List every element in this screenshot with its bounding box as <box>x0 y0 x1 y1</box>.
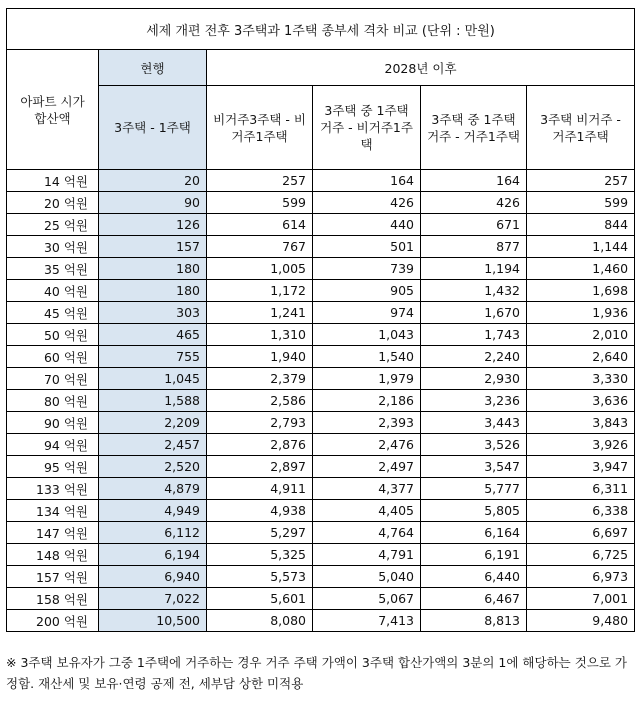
row-label: 157 억원 <box>7 566 99 588</box>
table-cell: 2,240 <box>421 346 527 368</box>
row-label: 50 억원 <box>7 324 99 346</box>
table-cell: 2,793 <box>207 412 313 434</box>
table-cell: 6,112 <box>99 522 207 544</box>
table-row <box>7 390 635 412</box>
table-cell: 2,379 <box>207 368 313 390</box>
table-cell: 465 <box>99 324 207 346</box>
table-cell: 1,045 <box>99 368 207 390</box>
table-cell: 6,440 <box>421 566 527 588</box>
table-row <box>7 368 635 390</box>
table-row <box>7 302 635 324</box>
table-cell: 126 <box>99 214 207 236</box>
table-row <box>7 412 635 434</box>
row-label: 25 억원 <box>7 214 99 236</box>
table-cell: 4,938 <box>207 500 313 522</box>
table-cell: 4,764 <box>313 522 421 544</box>
table-cell: 5,325 <box>207 544 313 566</box>
table-cell: 3,443 <box>421 412 527 434</box>
row-label: 200 억원 <box>7 610 99 632</box>
future-group-header: 2028년 이후 <box>207 50 635 86</box>
table-cell: 3,926 <box>527 434 635 456</box>
table-cell: 5,573 <box>207 566 313 588</box>
row-label: 20 억원 <box>7 192 99 214</box>
row-label: 14 억원 <box>7 170 99 192</box>
table-cell: 10,500 <box>99 610 207 632</box>
table-cell: 4,791 <box>313 544 421 566</box>
row-label: 95 억원 <box>7 456 99 478</box>
table-cell: 8,080 <box>207 610 313 632</box>
row-label: 35 억원 <box>7 258 99 280</box>
table-cell: 4,377 <box>313 478 421 500</box>
table-cell: 1,698 <box>527 280 635 302</box>
row-label: 158 억원 <box>7 588 99 610</box>
table-cell: 440 <box>313 214 421 236</box>
table-cell: 4,949 <box>99 500 207 522</box>
table-cell: 9,480 <box>527 610 635 632</box>
table-cell: 1,432 <box>421 280 527 302</box>
table-cell: 6,467 <box>421 588 527 610</box>
table-cell: 1,460 <box>527 258 635 280</box>
table-cell: 599 <box>207 192 313 214</box>
table-cell: 5,601 <box>207 588 313 610</box>
table-cell: 6,194 <box>99 544 207 566</box>
table-cell: 180 <box>99 280 207 302</box>
table-cell: 905 <box>313 280 421 302</box>
table-cell: 3,547 <box>421 456 527 478</box>
row-label: 94 억원 <box>7 434 99 456</box>
table-cell: 164 <box>421 170 527 192</box>
table-cell: 2,586 <box>207 390 313 412</box>
table-cell: 5,297 <box>207 522 313 544</box>
table-row <box>7 500 635 522</box>
table-cell: 1,194 <box>421 258 527 280</box>
table-cell: 1,940 <box>207 346 313 368</box>
table-cell: 2,897 <box>207 456 313 478</box>
column-header: 3주택 - 1주택 <box>99 86 207 170</box>
row-label: 134 억원 <box>7 500 99 522</box>
table-cell: 164 <box>313 170 421 192</box>
table-cell: 8,813 <box>421 610 527 632</box>
column-header: 3주택 중 1주택 거주 - 비거주1주택 <box>313 86 421 170</box>
table-row <box>7 566 635 588</box>
table-cell: 877 <box>421 236 527 258</box>
table-row <box>7 588 635 610</box>
table-cell: 426 <box>313 192 421 214</box>
table-cell: 1,743 <box>421 324 527 346</box>
table-cell: 6,338 <box>527 500 635 522</box>
table-cell: 4,911 <box>207 478 313 500</box>
table-row <box>7 456 635 478</box>
table-cell: 2,010 <box>527 324 635 346</box>
table-cell: 3,843 <box>527 412 635 434</box>
table-cell: 1,670 <box>421 302 527 324</box>
table-cell: 7,022 <box>99 588 207 610</box>
table-row <box>7 544 635 566</box>
table-cell: 157 <box>99 236 207 258</box>
row-label: 90 억원 <box>7 412 99 434</box>
table-cell: 3,947 <box>527 456 635 478</box>
column-header: 3주택 비거주 - 거주1주택 <box>527 86 635 170</box>
table-cell: 1,043 <box>313 324 421 346</box>
table-cell: 1,540 <box>313 346 421 368</box>
table-cell: 6,191 <box>421 544 527 566</box>
table-cell: 2,930 <box>421 368 527 390</box>
table-row <box>7 280 635 302</box>
table-cell: 1,979 <box>313 368 421 390</box>
row-label: 80 억원 <box>7 390 99 412</box>
table-cell: 1,241 <box>207 302 313 324</box>
column-header: 3주택 중 1주택 거주 - 거주1주택 <box>421 86 527 170</box>
column-header: 비거주3주택 - 비거주1주택 <box>207 86 313 170</box>
table-cell: 5,805 <box>421 500 527 522</box>
table-cell: 614 <box>207 214 313 236</box>
table-cell: 2,393 <box>313 412 421 434</box>
table-cell: 1,172 <box>207 280 313 302</box>
table-cell: 1,144 <box>527 236 635 258</box>
row-label: 30 억원 <box>7 236 99 258</box>
table-cell: 739 <box>313 258 421 280</box>
table-cell: 3,526 <box>421 434 527 456</box>
footnote: ※ 3주택 보유자가 그중 1주택에 거주하는 경우 거주 주택 가액이 3주택 합산가액의 3분의 1에 해당하는 것으로 가정함. 재산세 및 보유·연령 공제 전, 세부담 상한 미적용 <box>6 655 627 691</box>
table-cell: 426 <box>421 192 527 214</box>
table-cell: 1,936 <box>527 302 635 324</box>
table-cell: 599 <box>527 192 635 214</box>
table-cell: 2,520 <box>99 456 207 478</box>
tax-comparison-table <box>6 8 635 632</box>
row-header: 아파트 시가 합산액 <box>7 50 99 170</box>
table-cell: 303 <box>99 302 207 324</box>
table-cell: 2,476 <box>313 434 421 456</box>
table-cell: 5,067 <box>313 588 421 610</box>
table-cell: 767 <box>207 236 313 258</box>
table-cell: 2,640 <box>527 346 635 368</box>
current-group-header: 현행 <box>99 50 207 86</box>
table-title: 세제 개편 전후 3주택과 1주택 종부세 격차 비교 (단위 : 만원) <box>7 9 635 50</box>
table-cell: 1,310 <box>207 324 313 346</box>
table-cell: 671 <box>421 214 527 236</box>
table-cell: 6,311 <box>527 478 635 500</box>
table-row <box>7 192 635 214</box>
table-cell: 501 <box>313 236 421 258</box>
table-row <box>7 434 635 456</box>
table-row <box>7 346 635 368</box>
row-label: 60 억원 <box>7 346 99 368</box>
row-label: 70 억원 <box>7 368 99 390</box>
table-row <box>7 324 635 346</box>
table-cell: 5,040 <box>313 566 421 588</box>
table-row <box>7 214 635 236</box>
table-cell: 3,236 <box>421 390 527 412</box>
table-row <box>7 258 635 280</box>
table-cell: 90 <box>99 192 207 214</box>
table-cell: 4,879 <box>99 478 207 500</box>
table-row <box>7 236 635 258</box>
table-cell: 2,457 <box>99 434 207 456</box>
table-cell: 6,725 <box>527 544 635 566</box>
table-cell: 5,777 <box>421 478 527 500</box>
table-cell: 2,497 <box>313 456 421 478</box>
table-cell: 3,636 <box>527 390 635 412</box>
row-label: 40 억원 <box>7 280 99 302</box>
table-cell: 1,588 <box>99 390 207 412</box>
table-cell: 6,697 <box>527 522 635 544</box>
table-cell: 6,164 <box>421 522 527 544</box>
row-label: 147 억원 <box>7 522 99 544</box>
table-cell: 20 <box>99 170 207 192</box>
table-cell: 1,005 <box>207 258 313 280</box>
table-cell: 974 <box>313 302 421 324</box>
table-cell: 6,940 <box>99 566 207 588</box>
table-cell: 257 <box>527 170 635 192</box>
table-cell: 3,330 <box>527 368 635 390</box>
table-cell: 180 <box>99 258 207 280</box>
table-cell: 2,209 <box>99 412 207 434</box>
table-cell: 2,876 <box>207 434 313 456</box>
table-row <box>7 522 635 544</box>
table-body <box>7 170 635 632</box>
row-label: 148 억원 <box>7 544 99 566</box>
table-cell: 844 <box>527 214 635 236</box>
table-cell: 2,186 <box>313 390 421 412</box>
table-cell: 257 <box>207 170 313 192</box>
table-row <box>7 610 635 632</box>
row-label: 45 억원 <box>7 302 99 324</box>
row-label: 133 억원 <box>7 478 99 500</box>
table-cell: 7,413 <box>313 610 421 632</box>
table-cell: 6,973 <box>527 566 635 588</box>
table-cell: 7,001 <box>527 588 635 610</box>
table-cell: 4,405 <box>313 500 421 522</box>
table-row <box>7 170 635 192</box>
table-cell: 755 <box>99 346 207 368</box>
table-row <box>7 478 635 500</box>
